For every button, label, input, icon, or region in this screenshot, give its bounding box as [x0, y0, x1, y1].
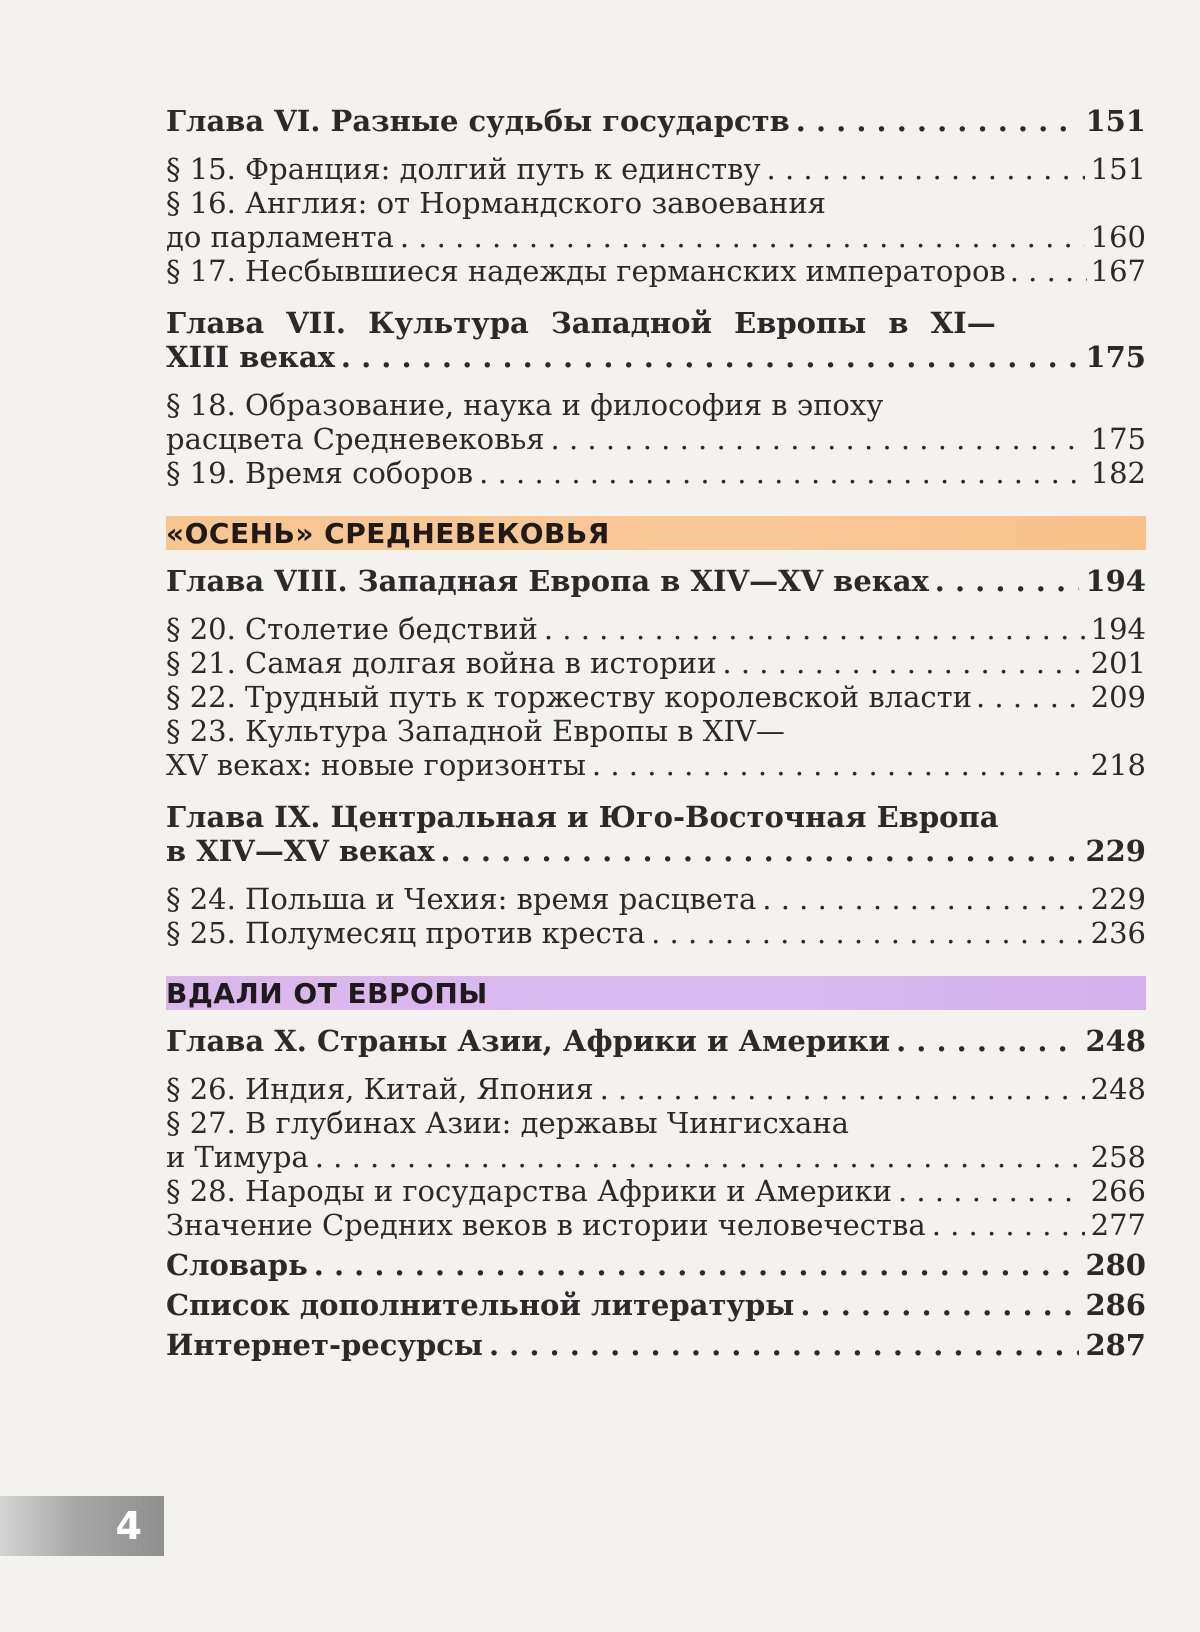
page-ref: 194	[1090, 612, 1146, 646]
leader-dots	[800, 1288, 1079, 1322]
toc-chapter-7-line1[interactable]: Глава VII. Культура Западной Европы в XI—	[166, 306, 996, 340]
page-ref: 218	[1090, 748, 1146, 782]
leader-dots	[762, 882, 1084, 916]
page-ref: 258	[1090, 1140, 1146, 1174]
page-ref: 209	[1090, 680, 1146, 714]
leader-dots	[479, 456, 1085, 490]
leader-dots	[767, 152, 1085, 186]
table-of-contents	[166, 104, 1146, 1362]
toc-literature[interactable]: Список дополнительной литературы . . . 286	[166, 1288, 1146, 1322]
page-ref: 194	[1085, 564, 1146, 598]
page-ref: 280	[1085, 1248, 1146, 1282]
toc-section-15[interactable]: § 15. Франция: долгий путь к единству . . . 151	[166, 152, 1146, 186]
page-ref: 287	[1085, 1328, 1146, 1362]
page-ref: 201	[1090, 646, 1146, 680]
toc-chapter-6[interactable]: Глава VI. Разные судьбы государств . . . 151	[166, 104, 1146, 138]
toc-chapter-10[interactable]: Глава X. Страны Азии, Африки и Америки . . . 248	[166, 1024, 1146, 1058]
toc-chapter-9[interactable]: в XIV—XV веках . . . 229	[166, 834, 1146, 868]
toc-section-18[interactable]: расцвета Средневековья . . . 175	[166, 422, 1146, 456]
leader-dots	[898, 1174, 1085, 1208]
leader-dots	[489, 1328, 1079, 1362]
page-ref: 248	[1090, 1072, 1146, 1106]
toc-section-20[interactable]: § 20. Столетие бедствий . . . 194	[166, 612, 1146, 646]
toc-section-18-line1[interactable]: § 18. Образование, наука и философия в эпоху	[166, 388, 884, 422]
section-heading-far-from-europe: ВДАЛИ ОТ ЕВРОПЫ	[166, 976, 1146, 1010]
page-ref: 236	[1090, 916, 1146, 950]
leader-dots	[796, 104, 1080, 138]
toc-section-16[interactable]: до парламента . . . 160	[166, 220, 1146, 254]
page-ref: 277	[1090, 1208, 1146, 1242]
leader-dots	[935, 564, 1080, 598]
page-ref: 266	[1090, 1174, 1146, 1208]
page-ref: 151	[1090, 152, 1146, 186]
toc-section-27-line1[interactable]: § 27. В глубинах Азии: державы Чингисхана	[166, 1106, 849, 1140]
leader-dots	[551, 422, 1085, 456]
toc-section-17[interactable]: § 17. Несбывшиеся надежды германских императоров . . . 167	[166, 254, 1146, 288]
toc-section-23[interactable]: XV веках: новые горизонты . . . 218	[166, 748, 1146, 782]
leader-dots	[341, 340, 1080, 374]
toc-section-19[interactable]: § 19. Время соборов . . . 182	[166, 456, 1146, 490]
leader-dots	[441, 834, 1080, 868]
page-ref: 167	[1090, 254, 1146, 288]
toc-chapter-9-line1[interactable]: Глава IX. Центральная и Юго-Восточная Европа	[166, 800, 999, 834]
page-ref: 286	[1085, 1288, 1146, 1322]
leader-dots	[976, 680, 1087, 714]
leader-dots	[315, 1140, 1085, 1174]
toc-section-24[interactable]: § 24. Польша и Чехия: время расцвета . . . 229	[166, 882, 1146, 916]
leader-dots	[932, 1208, 1085, 1242]
toc-section-25[interactable]: § 25. Полумесяц против креста . . . 236	[166, 916, 1146, 950]
page-number-tab	[0, 1496, 164, 1556]
leader-dots	[722, 646, 1084, 680]
leader-dots	[896, 1024, 1079, 1058]
toc-internet[interactable]: Интернет-ресурсы . . . 287	[166, 1328, 1146, 1362]
toc-chapter-7[interactable]: XIII веках . . . 175	[166, 340, 1146, 374]
toc-section-16-line1[interactable]: § 16. Англия: от Нормандского завоевания	[166, 186, 826, 220]
page-ref: 248	[1085, 1024, 1146, 1058]
leader-dots	[592, 748, 1085, 782]
section-heading-autumn: «ОСЕНЬ» СРЕДНЕВЕКОВЬЯ	[166, 516, 1146, 550]
leader-dots	[314, 1248, 1080, 1282]
toc-glossary[interactable]: Словарь . . . 280	[166, 1248, 1146, 1282]
leader-dots	[600, 1072, 1085, 1106]
page-ref: 182	[1090, 456, 1146, 490]
toc-meaning[interactable]: Значение Средних веков в истории человечества . . . 277	[166, 1208, 1146, 1242]
leader-dots	[651, 916, 1085, 950]
toc-section-27[interactable]: и Тимура . . . 258	[166, 1140, 1146, 1174]
page-ref: 175	[1090, 422, 1146, 456]
toc-section-26[interactable]: § 26. Индия, Китай, Япония . . . 248	[166, 1072, 1146, 1106]
toc-chapter-8[interactable]: Глава VIII. Западная Европа в XIV—XV веках . . . 194	[166, 564, 1146, 598]
leader-dots	[400, 220, 1085, 254]
page-ref: 175	[1085, 340, 1146, 374]
page-number: 4	[115, 1504, 142, 1548]
leader-dots	[1010, 254, 1087, 288]
page-ref: 229	[1090, 882, 1146, 916]
toc-section-28[interactable]: § 28. Народы и государства Африки и Америки . . . 266	[166, 1174, 1146, 1208]
leader-dots	[544, 612, 1085, 646]
toc-section-22[interactable]: § 22. Трудный путь к торжеству королевской власти . . . 209	[166, 680, 1146, 714]
toc-section-23-line1[interactable]: § 23. Культура Западной Европы в XIV—	[166, 714, 785, 748]
page-ref: 229	[1085, 834, 1146, 868]
page-ref: 160	[1090, 220, 1146, 254]
page-ref: 151	[1085, 104, 1146, 138]
toc-section-21[interactable]: § 21. Самая долгая война в истории . . . 201	[166, 646, 1146, 680]
